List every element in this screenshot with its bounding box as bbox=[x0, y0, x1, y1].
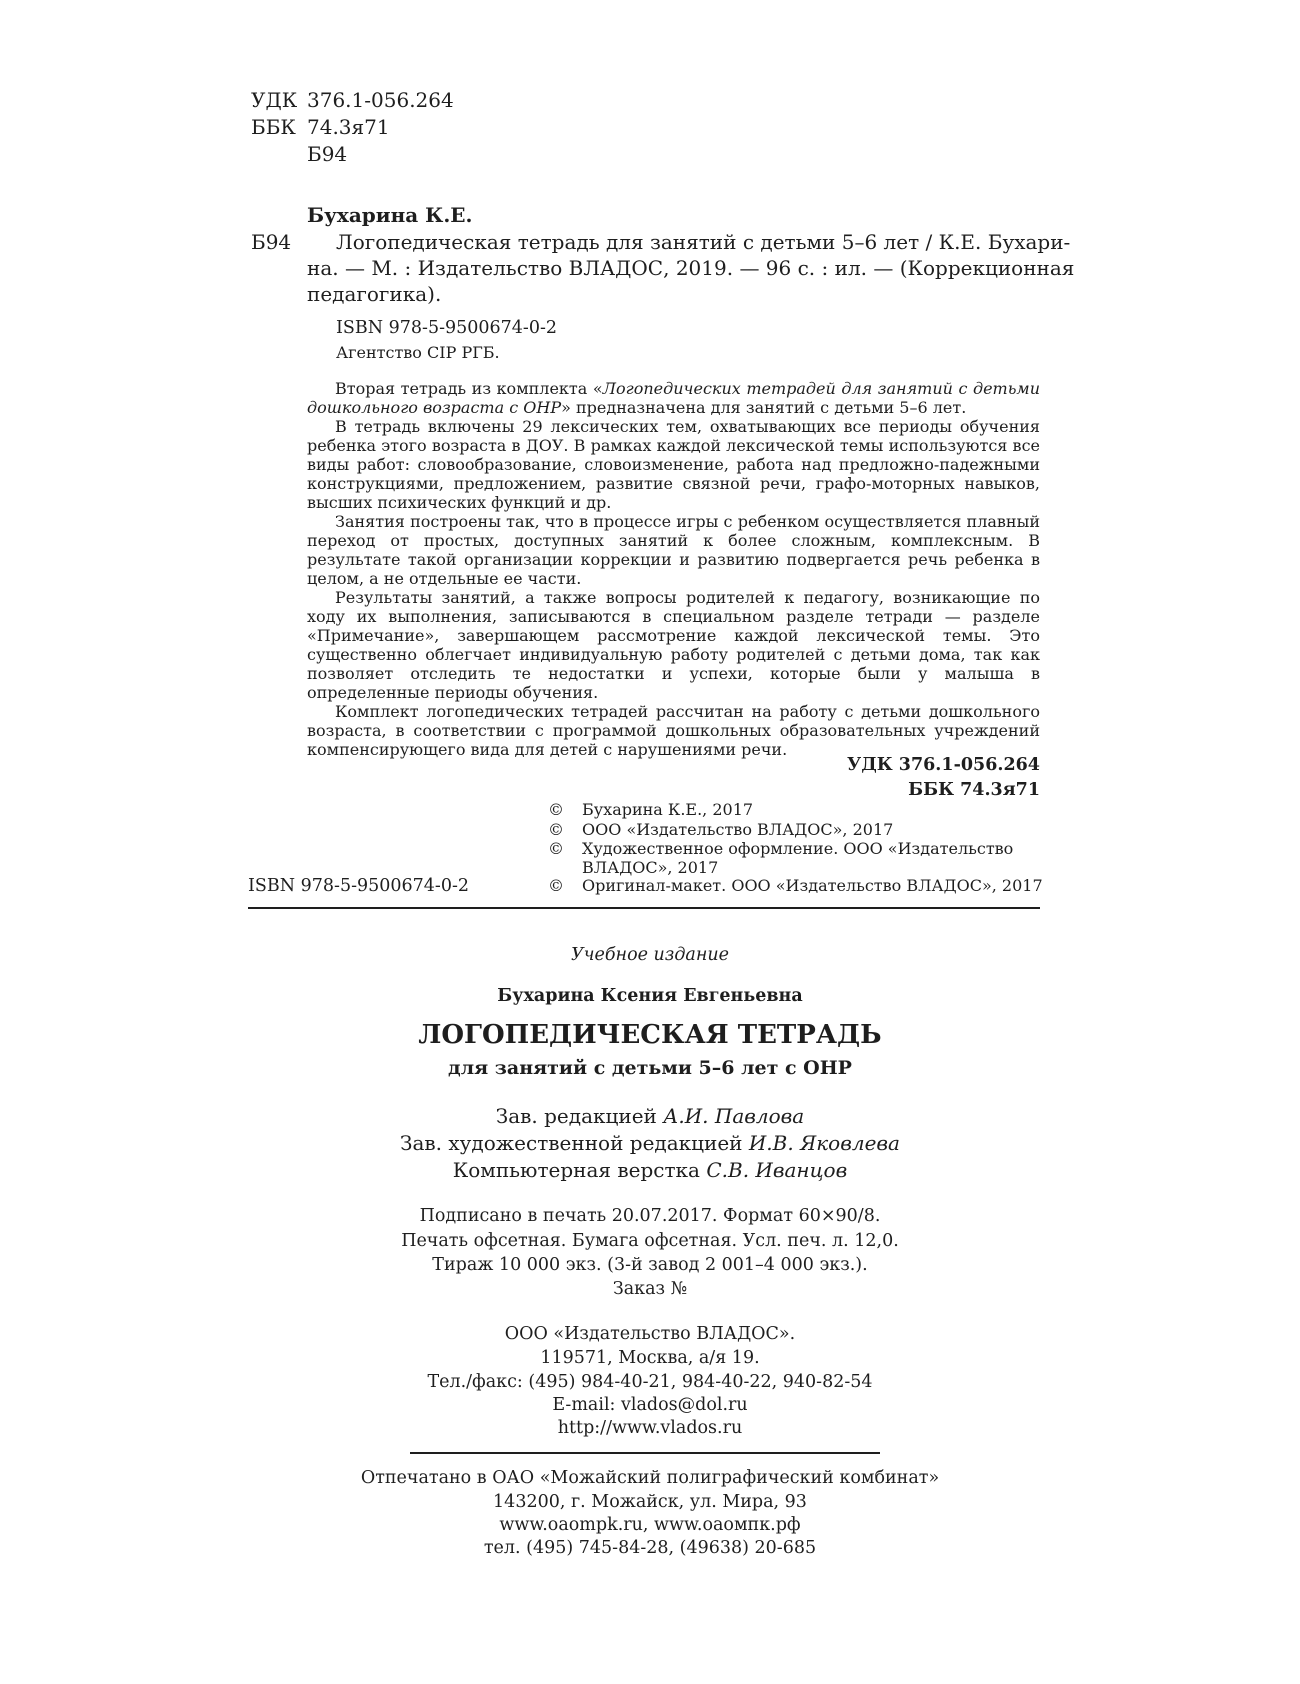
staff-role: Компьютерная верстка bbox=[452, 1158, 700, 1182]
annotation-text: » предназначена для занятий с детьми 5–6 лет. bbox=[561, 398, 967, 417]
catalog-line-3: педагогика). bbox=[307, 282, 442, 306]
annotation-paragraph: В тетрадь включены 29 лексических тем, охватывающих все периоды обучения ребенка этого возраста в ДОУ. В рамках каждой лексической темы используются все виды работ: словообразование, словоизменение, работа над предложно-падежными конструкциями, предложением, развитие связной речи, графо-моторных навыков, высших психических функций и др. bbox=[307, 417, 1040, 512]
copyright-symbol: © bbox=[548, 876, 564, 895]
printer-line: Отпечатано в ОАО «Можайский полиграфический комбинат» bbox=[360, 1468, 940, 1488]
publisher-line: 119571, Москва, а/я 19. bbox=[540, 1348, 760, 1368]
staff-role: Зав. редакцией bbox=[495, 1104, 657, 1128]
staff-name: А.И. Павлова bbox=[663, 1104, 805, 1128]
publisher-line: Тел./факс: (495) 984-40-21, 984-40-22, 940-82-54 bbox=[427, 1372, 873, 1392]
staff-line bbox=[0, 1158, 1300, 1182]
bbk-label: ББК bbox=[251, 115, 296, 139]
catalog-isbn: ISBN 978-5-9500674-0-2 bbox=[336, 318, 558, 338]
catalog-mark: Б94 bbox=[251, 230, 292, 254]
annotation-paragraph: Комплект логопедических тетрадей рассчитан на работу с детьми дошкольного возраста, в соответствии с программой дошкольных образовательных учреждений компенсирующего вида для детей с нарушениями речи. bbox=[307, 702, 1040, 759]
copyright-symbol: © bbox=[548, 800, 564, 819]
print-info-line: Тираж 10 000 экз. (3-й завод 2 001–4 000 экз.). bbox=[432, 1255, 868, 1275]
book-title: ЛОГОПЕДИЧЕСКАЯ ТЕТРАДЬ bbox=[418, 1020, 882, 1050]
copyright-text: ООО «Издательство ВЛАДОС», 2017 bbox=[582, 820, 894, 839]
staff-line bbox=[0, 1131, 1300, 1155]
copyright-isbn: ISBN 978-5-9500674-0-2 bbox=[248, 876, 470, 896]
copyright-text: Бухарина К.Е., 2017 bbox=[582, 800, 754, 819]
annotation-paragraph: Занятия построены так, что в процессе игры с ребенком осуществляется плавный переход от простых, доступных занятий к более сложным, комплексным. В результате такой организации коррекции и развитию подвергается речь ребенка в целом, а не отдельные ее части. bbox=[307, 512, 1040, 588]
copyright-symbol: © bbox=[548, 839, 564, 858]
udk-value: 376.1-056.264 bbox=[307, 88, 454, 112]
copyright-row bbox=[548, 800, 1048, 819]
bbk-code-right: ББК 74.3я71 bbox=[908, 780, 1040, 800]
author-full-name: Бухарина Ксения Евгеньевна bbox=[497, 986, 803, 1006]
udk-code-right: УДК 376.1-056.264 bbox=[847, 755, 1040, 775]
staff-name: С.В. Иванцов bbox=[706, 1158, 848, 1182]
annotation-paragraph bbox=[307, 379, 1040, 417]
publisher-line: ООО «Издательство ВЛАДОС». bbox=[504, 1324, 796, 1344]
print-info-line: Заказ № bbox=[612, 1279, 688, 1299]
edition-type: Учебное издание bbox=[570, 945, 730, 965]
copyright-row bbox=[548, 839, 1018, 877]
print-info-line: Подписано в печать 20.07.2017. Формат 60×90/8. bbox=[419, 1206, 881, 1226]
catalog-author: Бухарина К.Е. bbox=[307, 203, 473, 227]
udk-label: УДК bbox=[251, 88, 298, 112]
printer-website: www.oaompk.ru, www.оаомпк.рф bbox=[499, 1515, 801, 1535]
annotation-paragraph: Результаты занятий, а также вопросы родителей к педагогу, возникающие по ходу их выполнения, записываются в специальном разделе тетради — разделе «Примечание», завершающем рассмотрение каждой лексической темы. Это существенно облегчает индивидуальную работу родителей с детьми дома, так как позволяет отследить те недостатки и успехи, которые были у малыша в определенные периоды обучения. bbox=[307, 588, 1040, 702]
copyright-text: Оригинал-макет. ООО «Издательство ВЛАДОС», 2017 bbox=[582, 876, 1043, 895]
staff-role: Зав. художественной редакцией bbox=[400, 1131, 743, 1155]
bbk-value: 74.3я71 bbox=[307, 115, 390, 139]
copyright-text: Художественное оформление. ООО «Издательство ВЛАДОС», 2017 bbox=[582, 839, 1014, 877]
printer-divider bbox=[410, 1452, 880, 1454]
annotation bbox=[307, 379, 1040, 759]
printer-line: 143200, г. Можайск, ул. Мира, 93 bbox=[493, 1492, 807, 1512]
series-title: Логопедических тетрадей для занятий с детьми дошкольного возраста с ОНР bbox=[307, 379, 1041, 417]
annotation-text: Вторая тетрадь из комплекта « bbox=[335, 379, 603, 398]
copyright-row bbox=[548, 820, 1048, 839]
print-info-line: Печать офсетная. Бумага офсетная. Усл. печ. л. 12,0. bbox=[401, 1231, 899, 1251]
cip-agency: Агентство CIP РГБ. bbox=[336, 343, 500, 362]
publisher-email: E-mail: vlados@dol.ru bbox=[552, 1395, 748, 1415]
section-divider bbox=[248, 907, 1040, 909]
copyright-row bbox=[548, 876, 1048, 895]
author-mark: Б94 bbox=[307, 142, 348, 166]
staff-name: И.В. Яковлева bbox=[748, 1131, 900, 1155]
publisher-website: http://www.vlados.ru bbox=[557, 1418, 743, 1438]
staff-line bbox=[0, 1104, 1300, 1128]
catalog-line-1: Логопедическая тетрадь для занятий с детьми 5–6 лет / К.Е. Бухари- bbox=[336, 230, 1071, 254]
book-subtitle: для занятий с детьми 5–6 лет с ОНР bbox=[448, 1057, 852, 1079]
printer-phone: тел. (495) 745-84-28, (49638) 20-685 bbox=[483, 1538, 817, 1558]
catalog-line-2: на. — М. : Издательство ВЛАДОС, 2019. — 96 с. : ил. — (Коррекционная bbox=[307, 256, 1075, 280]
copyright-symbol: © bbox=[548, 820, 564, 839]
